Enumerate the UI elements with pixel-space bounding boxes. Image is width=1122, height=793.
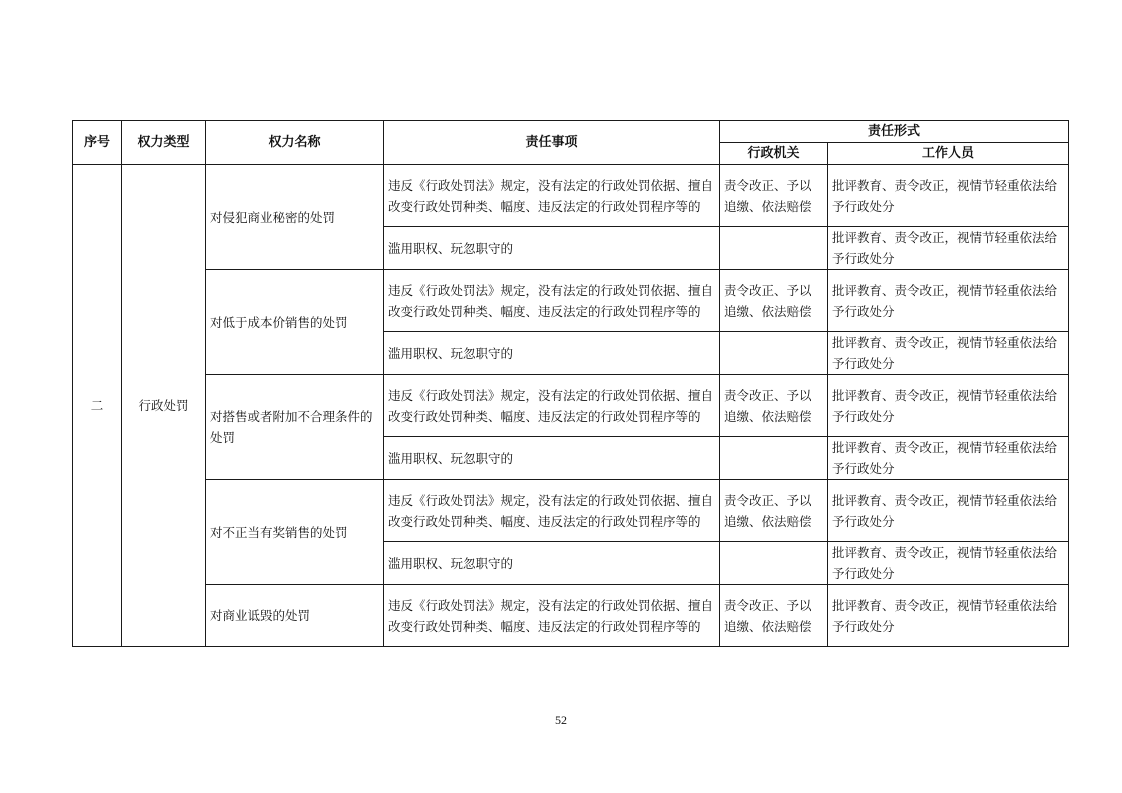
group-seq: 二 [73, 165, 122, 647]
responsibility-table [72, 120, 1069, 647]
admin-organ-liability: 责令改正、予以追缴、依法赔偿 [720, 375, 828, 437]
admin-organ-liability [720, 227, 828, 270]
admin-organ-liability: 责令改正、予以追缴、依法赔偿 [720, 165, 828, 227]
power-name: 对低于成本价销售的处罚 [206, 270, 384, 375]
admin-organ-liability: 责令改正、予以追缴、依法赔偿 [720, 270, 828, 332]
power-name: 对搭售或者附加不合理条件的处罚 [206, 375, 384, 480]
responsibility-item: 滥用职权、玩忽职守的 [384, 437, 720, 480]
header-power-type: 权力类型 [122, 121, 206, 165]
table-row [73, 480, 1069, 542]
staff-liability: 批评教育、责令改正，视情节轻重依法给予行政处分 [828, 270, 1069, 332]
power-name: 对商业诋毁的处罚 [206, 585, 384, 647]
responsibility-item: 违反《行政处罚法》规定，没有法定的行政处罚依据、擅自改变行政处罚种类、幅度、违反法定的行政处罚程序等的 [384, 270, 720, 332]
header-responsibility-item: 责任事项 [384, 121, 720, 165]
header-staff: 工作人员 [828, 143, 1069, 165]
header-seq: 序号 [73, 121, 122, 165]
responsibility-item: 滥用职权、玩忽职守的 [384, 227, 720, 270]
table-row [73, 270, 1069, 332]
admin-organ-liability: 责令改正、予以追缴、依法赔偿 [720, 585, 828, 647]
staff-liability: 批评教育、责令改正，视情节轻重依法给予行政处分 [828, 227, 1069, 270]
responsibility-item: 违反《行政处罚法》规定，没有法定的行政处罚依据、擅自改变行政处罚种类、幅度、违反法定的行政处罚程序等的 [384, 480, 720, 542]
responsibility-item: 违反《行政处罚法》规定，没有法定的行政处罚依据、擅自改变行政处罚种类、幅度、违反法定的行政处罚程序等的 [384, 165, 720, 227]
header-responsibility-form: 责任形式 [720, 121, 1069, 143]
table-row [73, 375, 1069, 437]
header-power-name: 权力名称 [206, 121, 384, 165]
page-number: 52 [555, 713, 567, 727]
staff-liability: 批评教育、责令改正，视情节轻重依法给予行政处分 [828, 480, 1069, 542]
staff-liability: 批评教育、责令改正，视情节轻重依法给予行政处分 [828, 585, 1069, 647]
staff-liability: 批评教育、责令改正，视情节轻重依法给予行政处分 [828, 437, 1069, 480]
table-row [73, 585, 1069, 647]
staff-liability: 批评教育、责令改正，视情节轻重依法给予行政处分 [828, 332, 1069, 375]
responsibility-item: 违反《行政处罚法》规定，没有法定的行政处罚依据、擅自改变行政处罚种类、幅度、违反法定的行政处罚程序等的 [384, 375, 720, 437]
table-row [73, 165, 1069, 227]
power-name: 对不正当有奖销售的处罚 [206, 480, 384, 585]
staff-liability: 批评教育、责令改正，视情节轻重依法给予行政处分 [828, 542, 1069, 585]
power-name: 对侵犯商业秘密的处罚 [206, 165, 384, 270]
responsibility-item: 滥用职权、玩忽职守的 [384, 332, 720, 375]
admin-organ-liability [720, 437, 828, 480]
admin-organ-liability [720, 332, 828, 375]
header-admin-organ: 行政机关 [720, 143, 828, 165]
staff-liability: 批评教育、责令改正，视情节轻重依法给予行政处分 [828, 375, 1069, 437]
group-power-type: 行政处罚 [122, 165, 206, 647]
staff-liability: 批评教育、责令改正，视情节轻重依法给予行政处分 [828, 165, 1069, 227]
responsibility-item: 违反《行政处罚法》规定，没有法定的行政处罚依据、擅自改变行政处罚种类、幅度、违反法定的行政处罚程序等的 [384, 585, 720, 647]
admin-organ-liability: 责令改正、予以追缴、依法赔偿 [720, 480, 828, 542]
responsibility-item: 滥用职权、玩忽职守的 [384, 542, 720, 585]
admin-organ-liability [720, 542, 828, 585]
